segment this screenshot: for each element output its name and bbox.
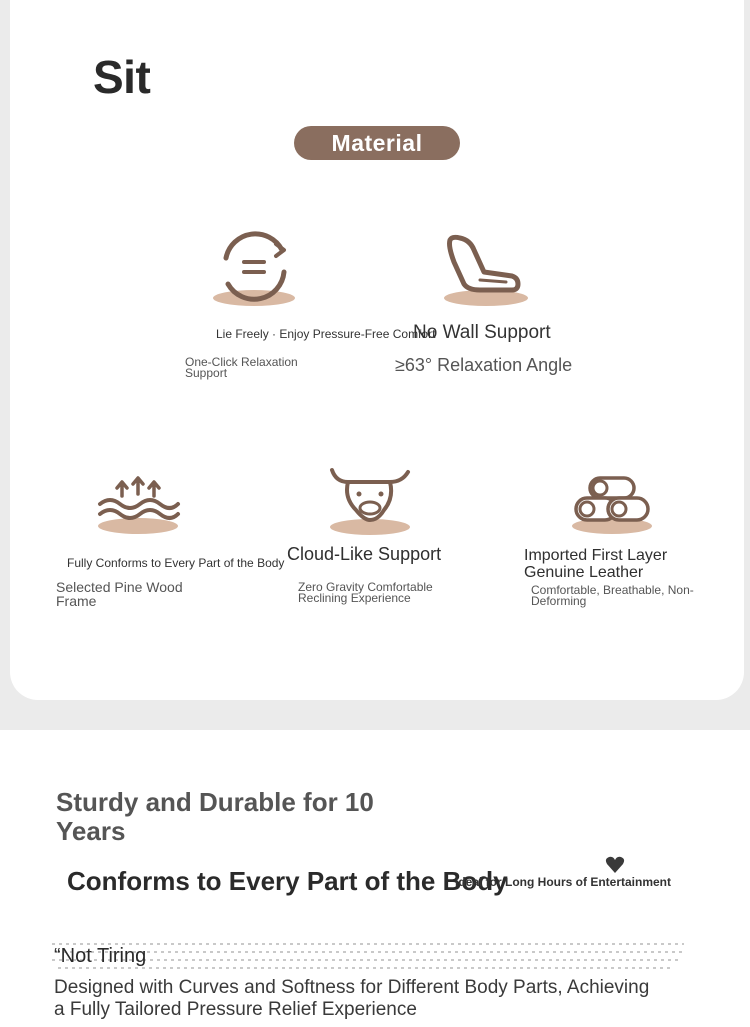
feature-sub-frame: Selected Pine Wood Frame <box>56 579 183 609</box>
feature-sub-relax: One-Click Relaxation Support <box>185 355 298 380</box>
feature-title-leather: Imported First Layer Genuine Leather <box>524 547 668 581</box>
blurred-texture <box>52 938 684 974</box>
entertainment-note: Ideal for Long Hours of Entertainment <box>455 875 672 889</box>
feature-title-cow: Cloud-Like Support <box>287 544 442 564</box>
relax-circle-icon <box>210 228 300 308</box>
material-tab[interactable]: Material <box>294 126 460 160</box>
feature-title-chair: No Wall Support <box>413 322 551 343</box>
heart-icon <box>605 856 625 874</box>
feature-caption-relax: Lie Freely · Enjoy Pressure-Free Comfort <box>216 327 436 341</box>
feature-caption-frame: Fully Conforms to Every Part of the Body <box>67 556 285 570</box>
feature-sub-leather: Comfortable, Breathable, Non-Deforming <box>531 583 694 608</box>
durability-heading: Sturdy and Durable for 10 Years <box>56 787 374 846</box>
leather-rolls-icon <box>568 474 658 536</box>
quote-text: “Not Tiring <box>54 945 147 967</box>
conforms-heading: Conforms to Every Part of the Body <box>67 866 508 896</box>
chair-icon <box>440 232 532 310</box>
description-text: Designed with Curves and Softness for Different Body Parts, Achieving a Fully Tailored Pressure Relief Experience <box>54 977 650 1020</box>
cow-icon <box>326 464 414 536</box>
feature-sub-cow: Zero Gravity Comfortable Reclining Experience <box>298 580 433 605</box>
wave-arrows-icon <box>94 474 182 536</box>
page-title: Sit <box>93 51 151 103</box>
feature-sub-chair: ≥63° Relaxation Angle <box>395 355 573 375</box>
